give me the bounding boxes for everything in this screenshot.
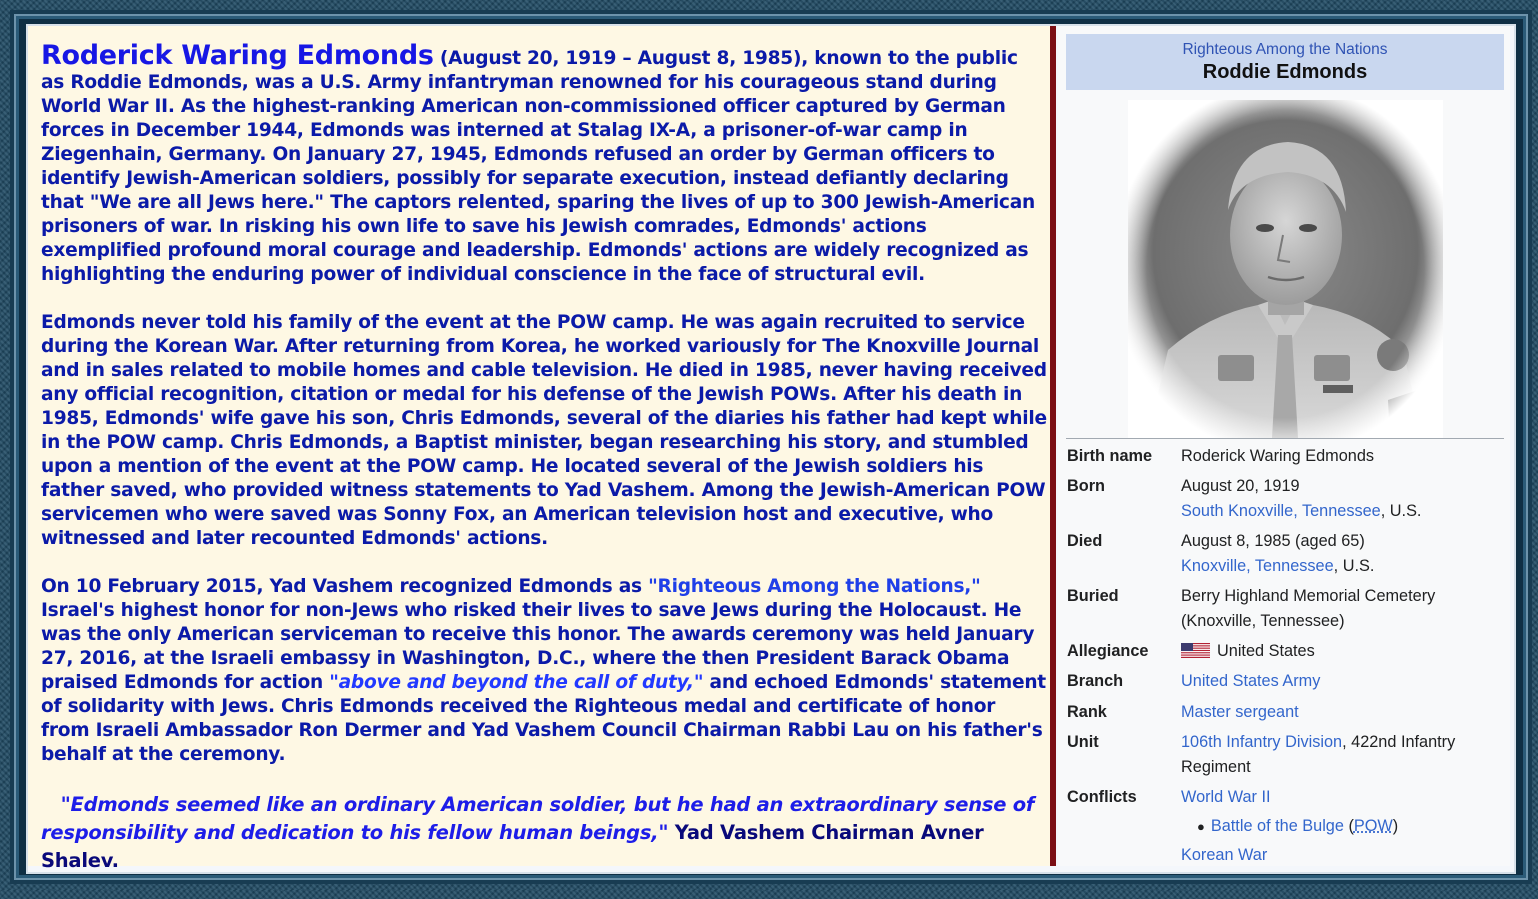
portrait-photo[interactable]	[1128, 100, 1443, 438]
value-unit	[1181, 730, 1501, 780]
article-body	[41, 40, 1047, 899]
value-birth-name: Roderick Waring Edmonds	[1181, 447, 1375, 465]
unit-rest: , 422nd Infantry	[1342, 733, 1456, 751]
buried-line2: (Knoxville, Tennessee)	[1181, 612, 1345, 630]
paragraph-postwar: Edmonds never told his family of the event at the POW camp. He was again recruited to service during the Korean War. After returning from Korea, he worked variously for The Knoxville Journal and in sales related to mobile homes and cable television. He died in 1985, never having received any official recognition, citation or medal for his defense of the Jewish POWs. After his death in 1985, Edmonds' wife gave his son, Chris Edmonds, several of the diaries his father had kept while in the POW camp. Chris Edmonds, a Baptist minister, began researching his story, and stumbled upon a mention of the event at the POW camp. He located several of the Jewish soldiers his father saved, who provided witness statements to Yad Vashem. Among the Jewish-American POW servicemen who were saved was Sonny Fox, an American television host and executive, who witnessed and later recounted Edmonds' actions.	[41, 312, 1047, 549]
buried-line1: Berry Highland Memorial Cemetery	[1181, 587, 1436, 605]
label-birth-name: Birth name	[1067, 447, 1153, 465]
us-flag-icon	[1181, 643, 1210, 658]
infobox-divider	[1066, 438, 1504, 439]
paragraph-quote	[41, 791, 1047, 875]
paragraph-intro	[41, 40, 1047, 287]
allegiance-value: United States	[1217, 642, 1315, 660]
battle-of-bulge-link[interactable]: Battle of the Bulge	[1210, 817, 1344, 835]
paren-open: (	[1343, 817, 1354, 835]
label-rank: Rank	[1067, 703, 1107, 721]
died-country: , U.S.	[1333, 557, 1375, 575]
infobox	[1058, 26, 1510, 866]
value-buried	[1181, 584, 1501, 634]
obama-quote: "above and beyond the call of duty,"	[329, 672, 704, 693]
rank-link[interactable]: Master sergeant	[1181, 703, 1299, 721]
died-place-link[interactable]: Knoxville, Tennessee	[1181, 557, 1334, 575]
subject-name: Roderick Waring Edmonds	[41, 40, 434, 71]
unit-line1	[1181, 730, 1501, 755]
value-died	[1181, 529, 1501, 579]
unit-line2: Regiment	[1181, 758, 1251, 776]
quote-author: Yad Vashem Chairman Avner Shalev.	[41, 821, 984, 872]
infobox-title: Roddie Edmonds	[1202, 61, 1368, 83]
pow-link[interactable]: POW	[1353, 817, 1393, 835]
died-place	[1181, 554, 1501, 579]
label-born: Born	[1067, 477, 1105, 495]
paragraph-recognition	[41, 575, 1047, 767]
conflict-ww2-link[interactable]: World War II	[1181, 788, 1271, 806]
bullet-icon: ●	[1197, 819, 1205, 834]
label-died: Died	[1067, 532, 1103, 550]
value-born	[1181, 474, 1501, 524]
recognition-text-b: Israel's highest honor for non-Jews who risked their lives to save Jews during the Holocaust. He was the only American serviceman to receive this honor. The awards ceremony was held January 27, 2016, at the Israeli embassy in Washington, D.C., where the then President Barack Obama praised Edmonds for action	[41, 600, 1035, 693]
column-divider	[1050, 26, 1056, 866]
born-date: August 20, 1919	[1181, 477, 1300, 495]
label-conflicts: Conflicts	[1067, 788, 1137, 806]
paren-close: )	[1392, 817, 1399, 835]
label-unit: Unit	[1067, 733, 1099, 751]
born-country: , U.S.	[1380, 502, 1422, 520]
value-conflicts	[1181, 783, 1501, 866]
label-allegiance: Allegiance	[1067, 642, 1149, 660]
died-date: August 8, 1985 (aged 65)	[1181, 532, 1365, 550]
born-place	[1181, 499, 1501, 524]
recognition-text-c: and echoed Edmonds' statement of solidarity with Jews. Chris Edmonds received the Righteous medal and certificate of honor from Israeli Ambassador Ron Dermer and Yad Vashem Council Chairman Rabbi Lau on his father's behalf at the ceremony.	[41, 672, 1046, 765]
portrait-photo-image	[1128, 100, 1443, 438]
label-buried: Buried	[1067, 587, 1119, 605]
righteous-title: "Righteous Among the Nations,"	[648, 576, 981, 597]
conflict-sub-item	[1181, 812, 1501, 841]
recognition-text-a: On 10 February 2015, Yad Vashem recognized Edmonds as	[41, 576, 649, 597]
born-place-link[interactable]: South Knoxville, Tennessee	[1181, 502, 1381, 520]
shalev-quote: "Edmonds seemed like an ordinary American soldier, but he had an extraordinary sense of responsibility and dedication to his fellow human beings,"	[41, 793, 1035, 844]
label-branch: Branch	[1067, 672, 1124, 690]
infobox-subtitle[interactable]: Righteous Among the Nations	[1182, 41, 1388, 58]
value-allegiance	[1181, 639, 1501, 664]
korean-war-link[interactable]: Korean War	[1181, 846, 1268, 864]
infobox-header	[1066, 34, 1504, 90]
unit-link[interactable]: 106th Infantry Division	[1181, 733, 1343, 751]
intro-text: (August 20, 1919 – August 8, 1985), known to the public as Roddie Edmonds, was a U.S. Army infantryman renowned for his courageous stand during World War II. As the highest-ranking American non-commissioned officer captured by German forces in December 1944, Edmonds was interned at Stalag IX-A, a prisoner-of-war camp in Ziegenhain, Germany. On January 27, 1945, Edmonds refused an order by German officers to identify Jewish-American soldiers, possibly for separate execution, instead defiantly declaring that "We are all Jews here." The captors relented, sparing the lives of up to 300 Jewish-American prisoners of war. In risking his own life to save his Jewish comrades, Edmonds' actions exemplified profound moral courage and leadership. Edmonds' actions are widely recognized as highlighting the enduring power of individual conscience in the face of structural evil.	[41, 48, 1035, 285]
branch-link[interactable]: United States Army	[1181, 672, 1321, 690]
